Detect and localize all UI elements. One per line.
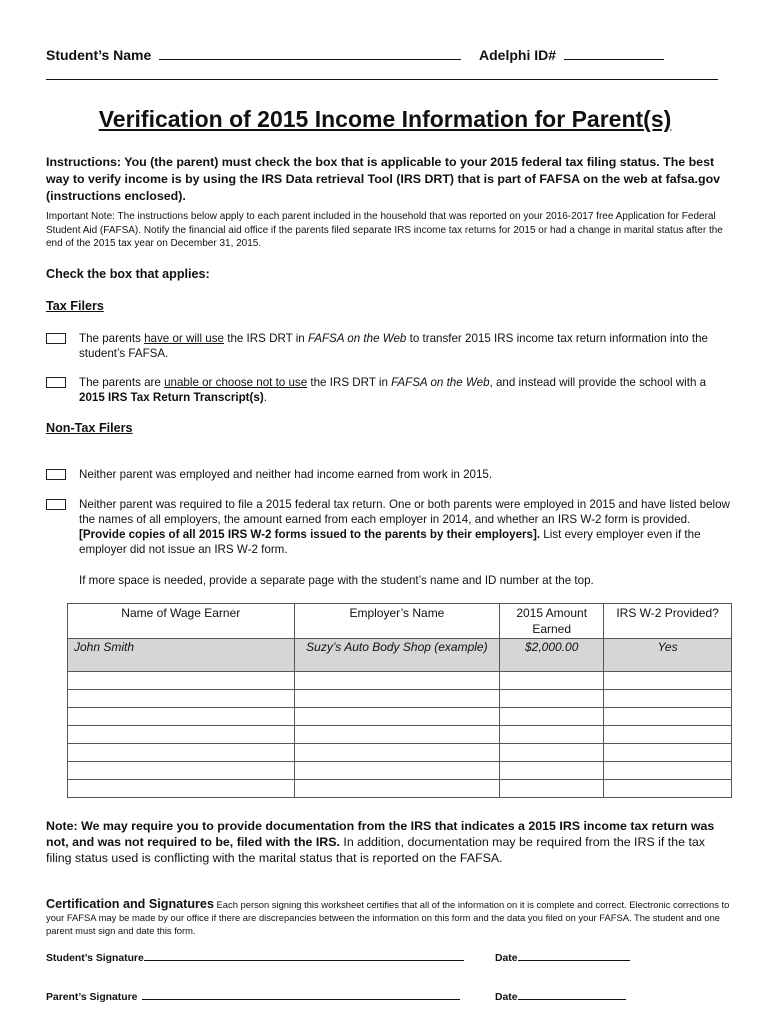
- opt-text: to transfer 2015 IRS income tax return information into the student’s FAFSA.: [79, 332, 708, 360]
- student-date-line[interactable]: [518, 960, 630, 961]
- table-cell[interactable]: [500, 726, 604, 744]
- opt-italic: FAFSA on the Web: [391, 376, 490, 389]
- adelphi-id-field[interactable]: [479, 47, 664, 63]
- table-row[interactable]: [68, 690, 732, 708]
- table-row[interactable]: [68, 726, 732, 744]
- table-cell[interactable]: [68, 690, 295, 708]
- table-cell[interactable]: [604, 690, 732, 708]
- opt-underline: unable or choose not to use: [164, 376, 308, 389]
- table-cell[interactable]: [604, 780, 732, 798]
- table-cell[interactable]: [68, 708, 295, 726]
- table-cell[interactable]: [294, 726, 500, 744]
- student-name-label: Student’s Name: [46, 47, 152, 63]
- certification: [46, 898, 732, 937]
- opt-text: The parents: [79, 332, 145, 345]
- table-cell[interactable]: [604, 744, 732, 762]
- tax-filers-heading: Tax Filers: [46, 299, 104, 313]
- certification-text: Each person signing this worksheet certifies that all of the information on it is complete and correct. Electronic corrections to your FAFSA may be made by our office if there are discrepancies between the information on this form and the data you filed on your FAFSA. The student and one parent must sign and date this form.: [46, 899, 730, 936]
- table-row[interactable]: [68, 744, 732, 762]
- space-note: If more space is needed, provide a separate page with the student’s name and ID number at the top.: [79, 574, 594, 587]
- table-cell[interactable]: [604, 672, 732, 690]
- table-cell[interactable]: [294, 690, 500, 708]
- check-title: Check the box that applies:: [46, 267, 210, 281]
- table-cell[interactable]: [604, 726, 732, 744]
- non-tax-filer-unemployed-text: Neither parent was employed and neither had income earned from work in 2015.: [79, 468, 493, 481]
- table-cell[interactable]: [500, 762, 604, 780]
- table-row[interactable]: [68, 762, 732, 780]
- col-amount: 2015 Amount Earned: [500, 604, 604, 639]
- non-tax-filer-employed-text: [79, 497, 731, 557]
- table-cell[interactable]: [500, 690, 604, 708]
- table-cell[interactable]: [68, 744, 295, 762]
- example-employer: Suzy’s Auto Body Shop (example): [294, 639, 500, 672]
- opt-italic: FAFSA on the Web: [307, 332, 407, 345]
- parent-date-line[interactable]: [518, 999, 626, 1000]
- note-bold: Note: We may require you to provide documentation from the IRS that indicates a 2015 IRS income tax return was not, and was not required to be, filed with the IRS.: [46, 819, 715, 849]
- adelphi-id-line[interactable]: [564, 59, 664, 60]
- opt-bold: 2015 IRS Tax Return Transcript(s): [79, 391, 264, 404]
- parent-signature-field[interactable]: [46, 992, 460, 1003]
- opt-text: the IRS DRT in: [224, 332, 308, 345]
- table-cell[interactable]: [604, 708, 732, 726]
- tax-filer-drt-checkbox[interactable]: [46, 333, 66, 344]
- opt-text: Neither parent was required to file a 2015 federal tax return. One or both parents were employed in 2015 and have listed below the names of all employers, the amount earned from each employer in 2014, and whether an IRS W-2 form is provided.: [79, 498, 730, 526]
- table-cell[interactable]: [500, 672, 604, 690]
- tax-filer-transcript-text: [79, 375, 731, 405]
- col-wage-earner: Name of Wage Earner: [68, 604, 295, 639]
- instructions: Instructions: You (the parent) must check the box that is applicable to your 2015 federal tax filing status. The best way to verify income is by using the IRS Data retrieval Tool (IRS DRT) that is part of FAFSA on the web at fafsa.gov (instructions enclosed).: [46, 155, 721, 203]
- non-tax-filer-employed-checkbox[interactable]: [46, 499, 66, 510]
- non-tax-filer-unemployed-checkbox[interactable]: [46, 469, 66, 480]
- student-signature-label: Student’s Signature: [46, 953, 144, 964]
- opt-text: , and instead will provide the school with a: [489, 376, 707, 389]
- table-cell[interactable]: [294, 762, 500, 780]
- example-amount: $2,000.00: [500, 639, 604, 672]
- parent-signature-line[interactable]: [142, 999, 460, 1000]
- opt-text: the IRS DRT in: [307, 376, 392, 389]
- table-cell[interactable]: [294, 708, 500, 726]
- certification-title: Certification and Signatures: [46, 897, 214, 911]
- header-divider: [46, 79, 718, 80]
- opt-text: The parents are: [79, 376, 165, 389]
- table-cell[interactable]: [68, 672, 295, 690]
- opt-bold: [Provide copies of all 2015 IRS W-2 forms issued to the parents by their employers].: [79, 528, 541, 541]
- example-w2: Yes: [604, 639, 732, 672]
- tax-filer-drt-text: [79, 331, 731, 361]
- col-w2: IRS W-2 Provided?: [604, 604, 732, 639]
- example-wage-earner: John Smith: [68, 639, 295, 672]
- table-row[interactable]: [68, 672, 732, 690]
- important-note: Important Note: The instructions below apply to each parent included in the household that was reported on your 2016-2017 free Application for Federal Student Aid (FAFSA). Notify the financial aid office if the parents filed separate IRS income tax returns for 2015 or had a change in marital status after the end of the 2015 tax year on December 31, 2015.: [46, 211, 723, 249]
- tax-filer-transcript-checkbox[interactable]: [46, 377, 66, 388]
- opt-text: List every employer even if the employer did not issue an IRS W-2 form.: [79, 528, 701, 556]
- table-cell[interactable]: [500, 708, 604, 726]
- student-signature-field[interactable]: [46, 953, 464, 964]
- table-row[interactable]: [68, 708, 732, 726]
- opt-text: .: [263, 391, 267, 404]
- table-cell[interactable]: [500, 780, 604, 798]
- student-date-label: Date: [495, 953, 518, 964]
- table-cell[interactable]: [500, 744, 604, 762]
- table-cell[interactable]: [294, 672, 500, 690]
- table-cell[interactable]: [68, 726, 295, 744]
- table-row[interactable]: [68, 780, 732, 798]
- table-cell[interactable]: [68, 780, 295, 798]
- table-cell[interactable]: [604, 762, 732, 780]
- table-header-row: [68, 604, 732, 639]
- note-text: In addition, documentation may be required from the IRS if the tax filing status used is conflicting with the marital status that is reported on the FAFSA.: [46, 835, 705, 865]
- opt-underline: have or will use: [144, 332, 224, 345]
- col-employer: Employer’s Name: [294, 604, 500, 639]
- parent-signature-label: Parent’s Signature: [46, 992, 138, 1003]
- parent-date-field[interactable]: [495, 992, 626, 1003]
- adelphi-id-label: Adelphi ID#: [479, 47, 557, 63]
- table-cell[interactable]: [294, 780, 500, 798]
- student-date-field[interactable]: [495, 953, 630, 964]
- parent-date-label: Date: [495, 992, 518, 1003]
- page-title: Verification of 2015 Income Information for Parent(s): [98, 106, 672, 132]
- irs-documentation-note: [46, 818, 732, 866]
- table-cell[interactable]: [68, 762, 295, 780]
- table-example-row: [68, 639, 732, 672]
- employer-table: [67, 603, 732, 798]
- student-name-line[interactable]: [159, 59, 461, 60]
- student-name-field[interactable]: [46, 47, 461, 63]
- table-cell[interactable]: [294, 744, 500, 762]
- non-tax-filers-heading: Non-Tax Filers: [46, 421, 133, 435]
- student-signature-line[interactable]: [144, 960, 464, 961]
